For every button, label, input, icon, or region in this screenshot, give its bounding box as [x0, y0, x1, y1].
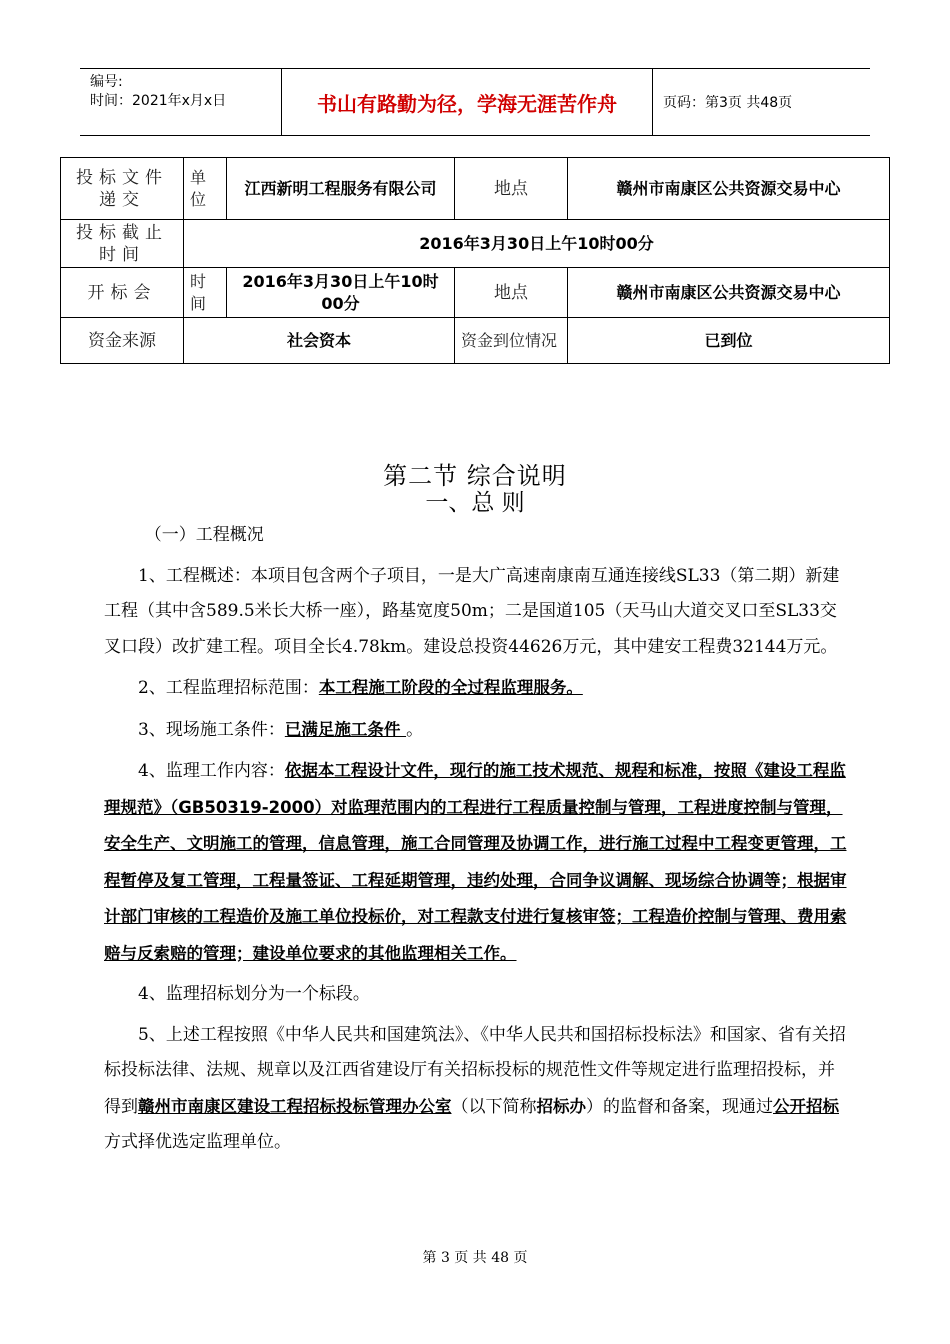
label-place: 地点: [455, 268, 568, 318]
time-label: 时间：2021年x月x日: [90, 93, 227, 109]
site-value: 已满足施工条件: [284, 719, 407, 739]
legal-method: 公开招标: [773, 1096, 839, 1116]
page-header: [80, 68, 870, 136]
value-time: 2016年3月30日上午10时00分: [227, 268, 455, 318]
label-bid-submission: 投标文件递交: [61, 158, 184, 220]
value-place: 赣州市南康区公共资源交易中心: [568, 158, 890, 220]
paragraph-lots: 4、监理招标划分为一个标段。: [138, 984, 370, 1004]
header-motto: 书山有路勤为径，学海无涯苦作舟: [282, 69, 653, 135]
number-label: 编号:: [90, 74, 123, 90]
table-row: [61, 268, 890, 318]
table-row: [61, 318, 890, 364]
legal-mid2: ）的监督和备案，现通过: [586, 1096, 773, 1117]
label-time: 时间: [184, 268, 227, 318]
scope-value: 本工程施工阶段的全过程监理服务。: [318, 678, 583, 697]
label-deadline: 投标截止时间: [61, 220, 184, 268]
site-suffix: 。: [406, 719, 424, 740]
label-fund-source: 资金来源: [61, 318, 184, 364]
body-text: [104, 518, 850, 1161]
subsection-heading: （一）工程概况: [144, 525, 264, 545]
legal-mid: （以下简称: [451, 1096, 537, 1117]
site-label: 3、现场施工条件：: [138, 719, 285, 740]
legal-suffix: 方式择优选定监理单位。: [104, 1132, 291, 1152]
section-subtitle: 一、总 则: [425, 490, 525, 516]
paragraph-legal-basis: [104, 1018, 850, 1161]
value-deadline: 2016年3月30日上午10时00分: [184, 220, 890, 268]
value-fund-source: 社会资本: [184, 318, 455, 364]
page-footer: 第 3 页 共 48 页: [422, 1250, 528, 1266]
label-unit: 单位: [184, 158, 227, 220]
legal-abbr: 招标办: [536, 1096, 586, 1116]
legal-org: 赣州市南康区建设工程招标投标管理办公室: [138, 1096, 452, 1116]
work-label: 4、监理工作内容：: [138, 761, 285, 781]
work-value: 依据本工程设计文件，现行的施工技术规范、规程和标准，按照《建设工程监理规范》（GB50319-2000）对监理范围内的工程进行工程质量控制与管理，工程进度控制与管理，安全生产、文明施工的管理，信息管理，施工合同管理及协调工作，进行施工过程中工程变更管理，工程暂停及复工管理，工程量签证、工程延期管理，违约处理，合同争议调解、现场综合协调等；根据审计部门审核的工程造价及施工单位投标价，对工程款支付进行复核审签；工程造价控制与管理、费用索赔与反索赔的管理；建设单位要求的其他监理相关工作。: [104, 761, 847, 963]
value-unit: 江西新明工程服务有限公司: [227, 158, 455, 220]
value-fund-status: 已到位: [568, 318, 890, 364]
label-fund-status: 资金到位情况: [455, 318, 568, 364]
paragraph-overview: 1、工程概述：本项目包含两个子项目，一是大广高速南康南互通连接线SL33（第二期）新建工程（其中含589.5米长大桥一座），路基宽度50m；二是国道105（天马山大道交叉口至SL33交叉口段）改扩建工程。项目全长4.78km。建设总投资44626万元，其中建安工程费32144万元。: [104, 565, 840, 657]
table-row: [61, 220, 890, 268]
paragraph-site-conditions: [104, 712, 850, 749]
paragraph-scope: [104, 670, 850, 707]
legal-text: 5、上述工程按照《中华人民共和国建筑法》、《中华人民共和国招标投标法》和国家、省有关招标投标法律、法规、规章以及江西省建设厅有关招标投标的规范性文件等规定进行监理招投标，并得到: [104, 1024, 846, 1117]
value-place: 赣州市南康区公共资源交易中心: [568, 268, 890, 318]
scope-label: 2、工程监理招标范围：: [138, 678, 319, 698]
info-table: [60, 157, 890, 364]
paragraph-work-content: [104, 753, 850, 972]
header-page-info: 页码：第3页 共48页: [663, 95, 793, 111]
section-title: 第二节 综合说明: [383, 462, 567, 490]
label-place: 地点: [455, 158, 568, 220]
label-opening: 开标会: [61, 268, 184, 318]
header-meta: [80, 69, 282, 135]
table-row: [61, 158, 890, 220]
